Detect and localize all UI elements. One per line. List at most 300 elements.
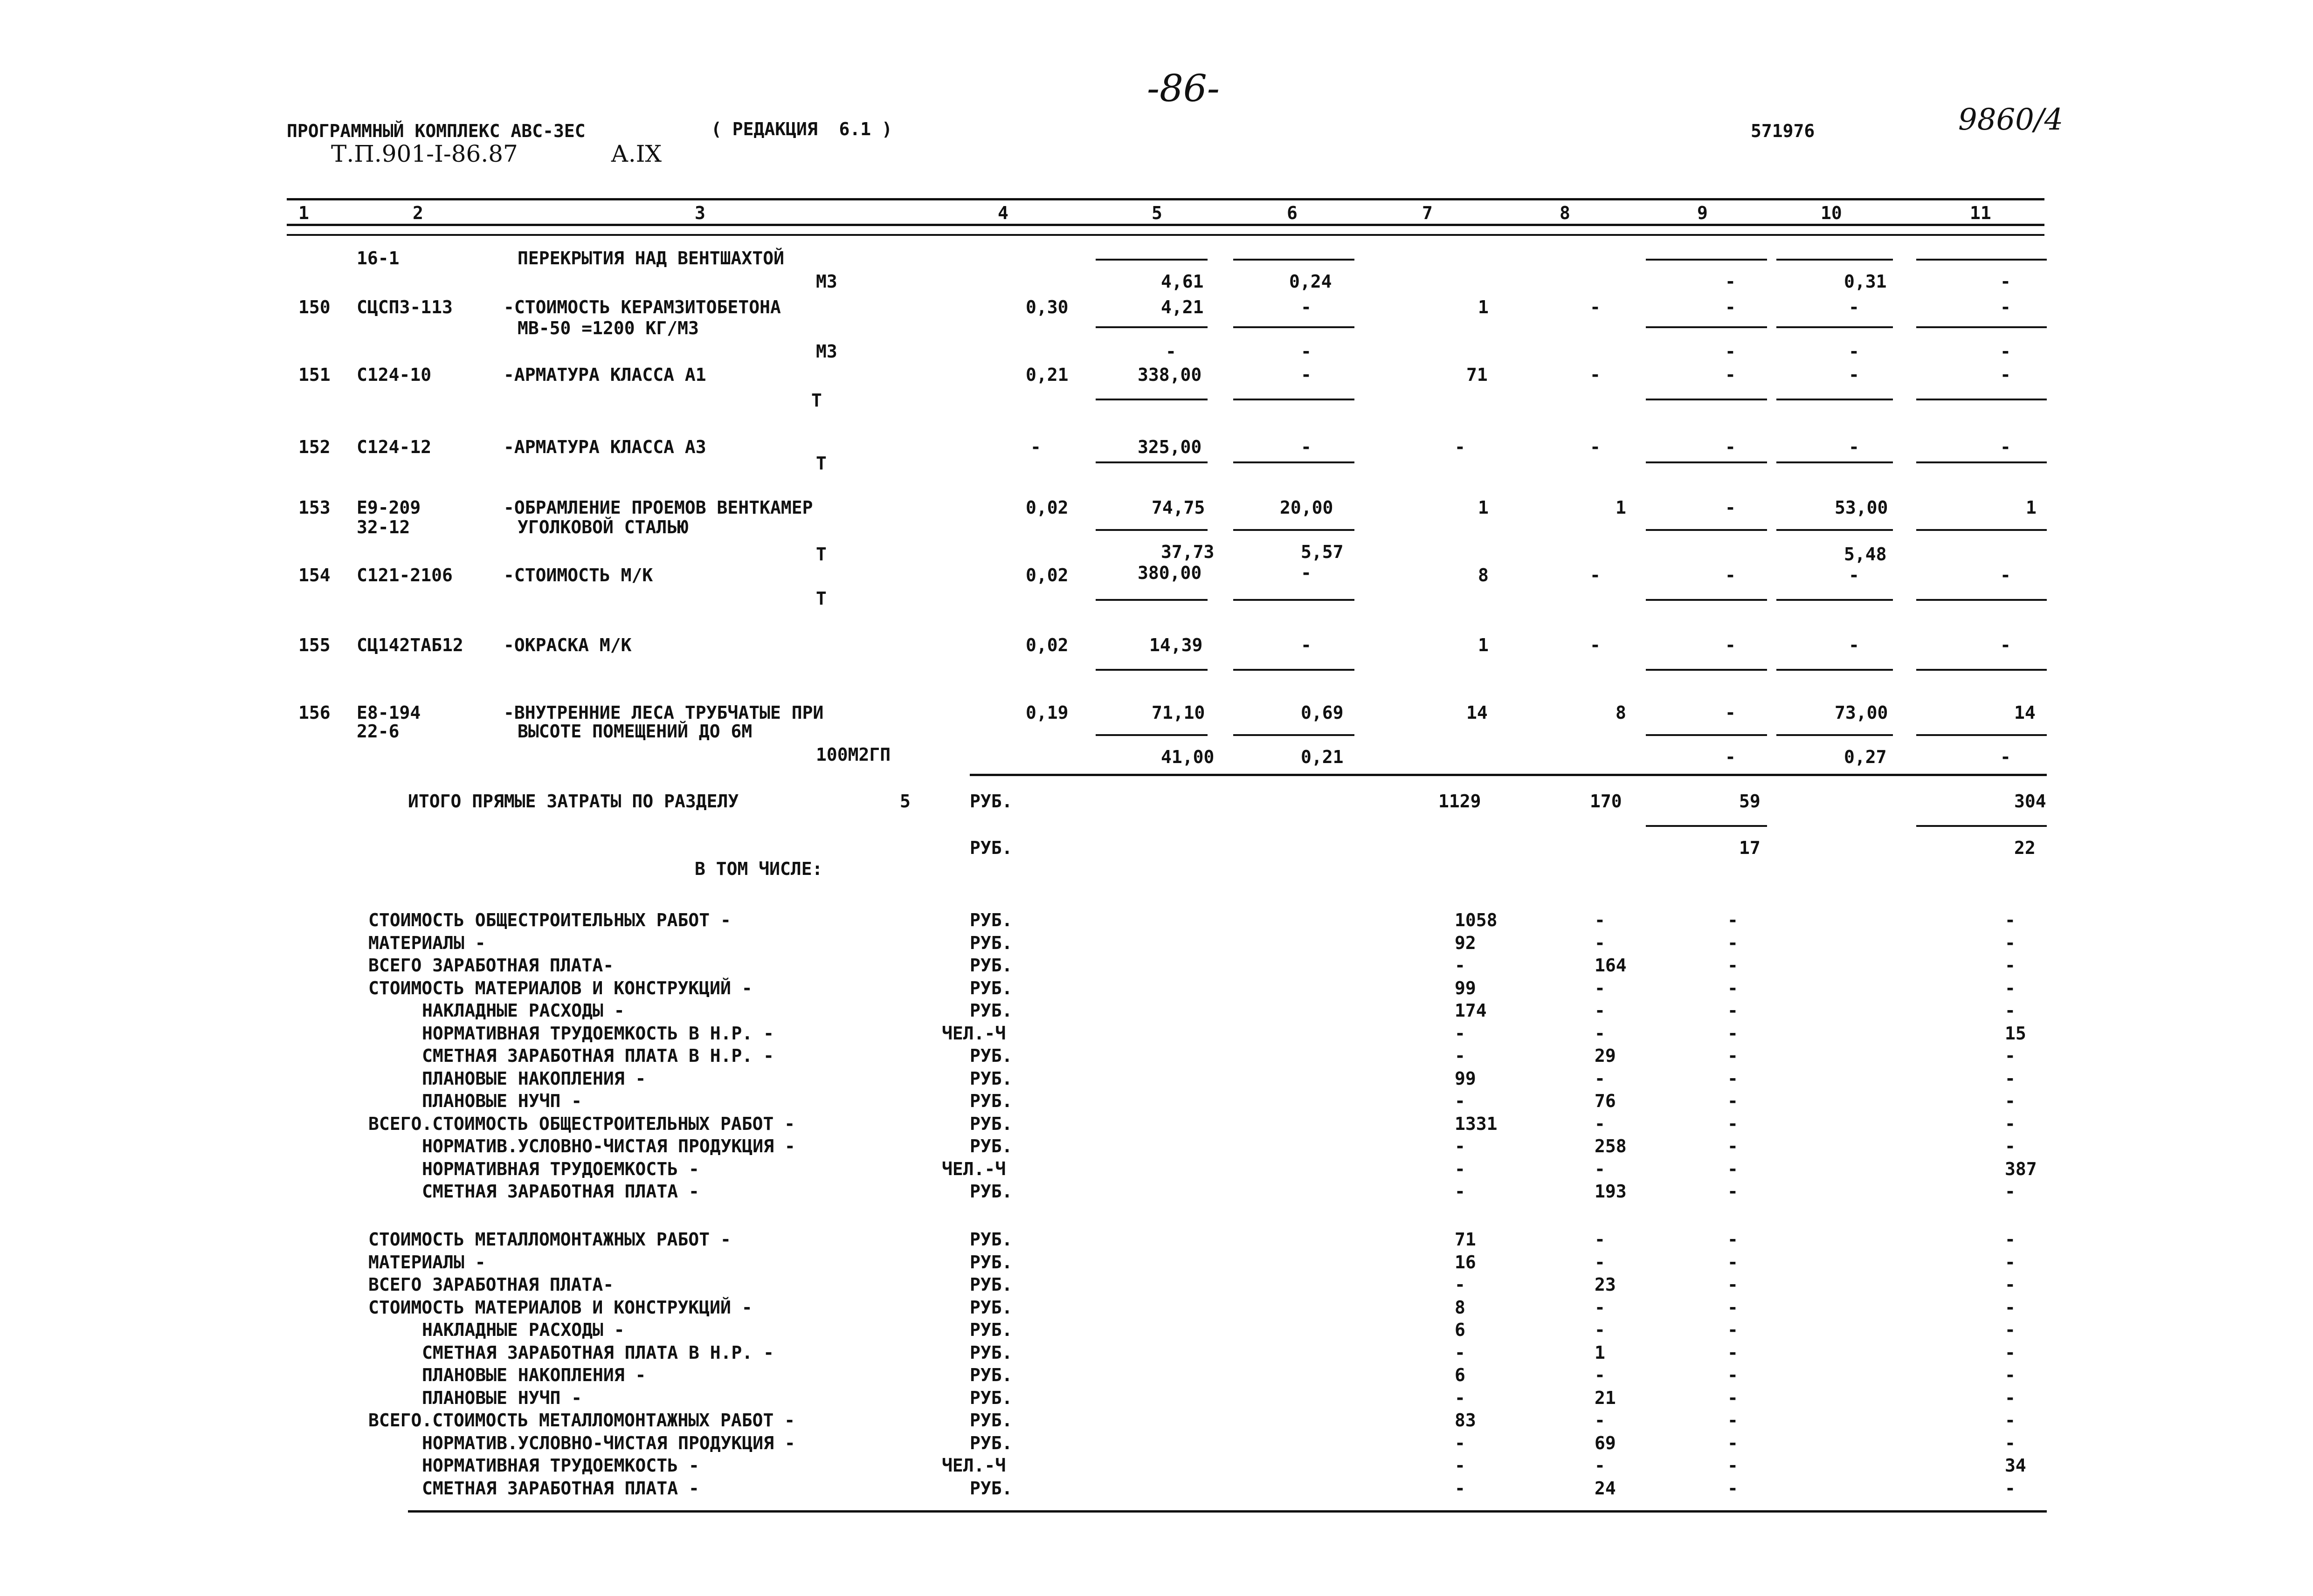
totals-c9: 59	[1739, 791, 1761, 812]
totals-unit-2: РУБ.	[970, 838, 1013, 858]
cell-c6: -	[1301, 365, 1312, 385]
rule	[1096, 326, 1208, 328]
cell-c11: -	[2000, 635, 2011, 655]
row-unit: 100М2ГП	[816, 744, 891, 765]
summary-unit: РУБ.	[970, 1136, 1013, 1156]
summary-label: ВСЕГО ЗАРАБОТНАЯ ПЛАТА-	[368, 1274, 614, 1295]
cell-c5: 4,61	[1161, 271, 1204, 292]
row-code: СЦ142ТАБ12	[357, 635, 463, 655]
summary-c8: -	[1595, 977, 1605, 998]
cell-c9: -	[1725, 341, 1736, 362]
handwritten-stamp: 9860/4	[1958, 103, 2064, 137]
page-number: -86-	[1147, 67, 1220, 110]
summary-c11: 15	[2005, 1023, 2026, 1044]
summary-c7: -	[1455, 1342, 1465, 1363]
cell-c8: -	[1590, 365, 1601, 385]
row-number: 155	[298, 635, 331, 655]
summary-c7: 83	[1455, 1410, 1476, 1431]
cell-c5: 380,00	[1138, 563, 1202, 583]
summary-unit: ЧЕЛ.-Ч	[942, 1158, 1006, 1179]
summary-c8: -	[1595, 910, 1605, 930]
row-unit: Т	[816, 453, 827, 474]
row-unit: М3	[816, 271, 837, 292]
row-code-2: 32-12	[357, 517, 410, 537]
rule	[1776, 326, 1893, 328]
summary-c8: -	[1595, 1068, 1605, 1089]
cell-c10: -	[1849, 297, 1859, 317]
row-name: -ОБРАМЛЕНИЕ ПРОЕМОВ ВЕНТКАМЕР	[504, 497, 813, 518]
cell-c4: 0,02	[1026, 497, 1069, 518]
summary-c8: -	[1595, 1320, 1605, 1340]
cell-c4: 0,02	[1026, 635, 1069, 655]
summary-label: СТОИМОСТЬ МАТЕРИАЛОВ И КОНСТРУКЦИЙ -	[368, 977, 753, 998]
summary-c11: -	[2005, 932, 2016, 953]
rule	[1776, 599, 1893, 601]
summary-c11: -	[2005, 1068, 2016, 1089]
summary-unit: РУБ.	[970, 1181, 1013, 1202]
summary-c8: 258	[1595, 1136, 1627, 1156]
cell-c7: 1	[1478, 297, 1489, 317]
summary-c9: -	[1727, 1046, 1738, 1066]
cell-c4: 0,02	[1026, 565, 1069, 585]
summary-unit: ЧЕЛ.-Ч	[942, 1455, 1006, 1476]
row-number: 156	[298, 702, 331, 723]
summary-c8: 76	[1595, 1091, 1616, 1111]
summary-unit: РУБ.	[970, 1000, 1013, 1021]
summary-c8: 193	[1595, 1181, 1627, 1202]
summary-label: ПЛАНОВЫЕ НУЧП -	[422, 1091, 582, 1111]
summary-c7: -	[1455, 1158, 1465, 1179]
summary-unit: РУБ.	[970, 1113, 1013, 1134]
summary-label: ВСЕГО.СТОИМОСТЬ МЕТАЛЛОМОНТАЖНЫХ РАБОТ -	[368, 1410, 795, 1431]
row-number: 152	[298, 437, 331, 457]
cell-c10-b: 0,27	[1844, 747, 1887, 767]
summary-unit: РУБ.	[970, 977, 1013, 998]
rule	[1233, 399, 1354, 400]
including-label: В ТОМ ЧИСЛЕ:	[695, 859, 823, 879]
summary-c11: -	[2005, 910, 2016, 930]
summary-unit: РУБ.	[970, 1068, 1013, 1089]
summary-label: НОРМАТИВ.УСЛОВНО-ЧИСТАЯ ПРОДУКЦИЯ -	[422, 1432, 795, 1453]
summary-c8: -	[1595, 1113, 1605, 1134]
row-name-2: ВЫСОТЕ ПОМЕЩЕНИЙ ДО 6М	[518, 721, 753, 742]
row-name: -АРМАТУРА КЛАССА А3	[504, 437, 706, 457]
summary-c9: -	[1727, 1274, 1738, 1295]
summary-c11: -	[2005, 977, 2016, 998]
col-header-2: 2	[413, 203, 423, 223]
summary-c9: -	[1727, 1432, 1738, 1453]
rule	[1916, 599, 2047, 601]
summary-c11: 34	[2005, 1455, 2026, 1476]
summary-c7: -	[1455, 1455, 1465, 1476]
summary-label: СМЕТНАЯ ЗАРАБОТНАЯ ПЛАТА -	[422, 1478, 699, 1499]
summary-label: НАКЛАДНЫЕ РАСХОДЫ -	[422, 1320, 625, 1340]
summary-c11: -	[2005, 1091, 2016, 1111]
summary-c7: 1331	[1455, 1113, 1498, 1134]
summary-c9: -	[1727, 1455, 1738, 1476]
summary-c9: -	[1727, 1136, 1738, 1156]
summary-label: ВСЕГО.СТОИМОСТЬ ОБЩЕСТРОИТЕЛЬНЫХ РАБОТ -	[368, 1113, 795, 1134]
rule	[1233, 529, 1354, 531]
cell-c5: 14,39	[1149, 635, 1203, 655]
summary-c9: -	[1727, 1342, 1738, 1363]
rule	[1916, 326, 2047, 328]
cell-c11-b: -	[2000, 747, 2011, 767]
project-number: Т.П.901-I-86.87	[331, 140, 518, 167]
row-number: 150	[298, 297, 331, 317]
row-name: -ВНУТРЕННИЕ ЛЕСА ТРУБЧАТЫЕ ПРИ	[504, 702, 824, 723]
summary-c7: -	[1455, 1432, 1465, 1453]
row-code: Е9-209	[357, 497, 421, 518]
cell-c10: -	[1849, 341, 1859, 362]
summary-c8: -	[1595, 1297, 1605, 1318]
summary-label: СМЕТНАЯ ЗАРАБОТНАЯ ПЛАТА В Н.Р. -	[422, 1046, 774, 1066]
rule	[1646, 461, 1767, 463]
subheading-text: ПЕРЕКРЫТИЯ НАД ВЕНТШАХТОЙ	[518, 248, 784, 268]
rule	[1233, 326, 1354, 328]
summary-c11: -	[2005, 1274, 2016, 1295]
summary-c8: 29	[1595, 1046, 1616, 1066]
cell-c6: 0,24	[1289, 271, 1332, 292]
summary-label: ПЛАНОВЫЕ НАКОПЛЕНИЯ -	[422, 1068, 646, 1089]
summary-c8: 69	[1595, 1432, 1616, 1453]
summary-c9: -	[1727, 1023, 1738, 1044]
summary-c11: -	[2005, 1297, 2016, 1318]
summary-c7: -	[1455, 1136, 1465, 1156]
summary-unit: РУБ.	[970, 1478, 1013, 1499]
rule	[1646, 669, 1767, 671]
rule	[1233, 259, 1354, 261]
cell-c10-b: 5,48	[1844, 544, 1887, 564]
cell-c9: -	[1725, 565, 1736, 585]
cell-c9: -	[1725, 497, 1736, 518]
summary-unit: РУБ.	[970, 1297, 1013, 1318]
summary-c11: -	[2005, 1432, 2016, 1453]
row-name-2: УГОЛКОВОЙ СТАЛЬЮ	[518, 517, 689, 537]
summary-label: СТОИМОСТЬ ОБЩЕСТРОИТЕЛЬНЫХ РАБОТ -	[368, 910, 731, 930]
summary-c11: -	[2005, 955, 2016, 976]
summary-c8: 1	[1595, 1342, 1605, 1363]
rule	[1096, 461, 1208, 463]
summary-label: НАКЛАДНЫЕ РАСХОДЫ -	[422, 1000, 625, 1021]
rule	[1096, 399, 1208, 400]
summary-c8: 21	[1595, 1387, 1616, 1408]
col-header-5: 5	[1152, 203, 1162, 223]
summary-c9: -	[1727, 1297, 1738, 1318]
summary-c7: 174	[1455, 1000, 1487, 1021]
col-header-11: 11	[1970, 203, 1991, 223]
summary-c11: 387	[2005, 1158, 2037, 1179]
cell-c4: 0,21	[1026, 365, 1069, 385]
summary-c11: -	[2005, 1365, 2016, 1385]
summary-c11: -	[2005, 1229, 2016, 1250]
summary-label: ПЛАНОВЫЕ НУЧП -	[422, 1387, 582, 1408]
row-name: -АРМАТУРА КЛАССА А1	[504, 365, 706, 385]
summary-c9: -	[1727, 977, 1738, 998]
rule	[1233, 734, 1354, 736]
header-bottom-rule	[287, 224, 2044, 226]
summary-c7: -	[1455, 1274, 1465, 1295]
rule	[1646, 399, 1767, 400]
cell-c6: -	[1301, 341, 1312, 362]
rule	[1776, 529, 1893, 531]
rule	[1096, 669, 1208, 671]
rule	[1233, 669, 1354, 671]
summary-c8: -	[1595, 1252, 1605, 1273]
cell-c10: -	[1849, 437, 1859, 457]
totals-label: ИТОГО ПРЯМЫЕ ЗАТРАТЫ ПО РАЗДЕЛУ	[408, 791, 739, 812]
summary-c9: -	[1727, 1068, 1738, 1089]
cell-c5-b: 41,00	[1161, 747, 1215, 767]
cell-c9: -	[1725, 702, 1736, 723]
header-top-rule	[287, 198, 2044, 200]
row-unit: М3	[816, 341, 837, 362]
summary-c8: -	[1595, 1229, 1605, 1250]
summary-c8: 24	[1595, 1478, 1616, 1499]
cell-c9-b: -	[1725, 747, 1736, 767]
cell-c6: -	[1301, 437, 1312, 457]
summary-c11: -	[2005, 1000, 2016, 1021]
cell-c9: -	[1725, 635, 1736, 655]
rule	[1776, 461, 1893, 463]
cell-c6: -	[1301, 635, 1312, 655]
summary-c7: -	[1455, 1387, 1465, 1408]
summary-label: СМЕТНАЯ ЗАРАБОТНАЯ ПЛАТА -	[422, 1181, 699, 1202]
totals-c11: 304	[2014, 791, 2046, 812]
summary-unit: РУБ.	[970, 1387, 1013, 1408]
cell-c8: -	[1590, 565, 1601, 585]
summary-unit: РУБ.	[970, 1046, 1013, 1066]
cell-c11: -	[2000, 297, 2011, 317]
row-unit: Т	[811, 390, 822, 411]
summary-c11: -	[2005, 1136, 2016, 1156]
summary-label: НОРМАТИВНАЯ ТРУДОЕМКОСТЬ -	[422, 1158, 699, 1179]
summary-label: НОРМАТИВ.УСЛОВНО-ЧИСТАЯ ПРОДУКЦИЯ -	[422, 1136, 795, 1156]
rule	[1096, 529, 1208, 531]
totals-c7: 1129	[1438, 791, 1481, 812]
edition: ( РЕДАКЦИЯ 6.1 )	[711, 119, 892, 139]
summary-unit: РУБ.	[970, 955, 1013, 976]
summary-unit: РУБ.	[970, 1229, 1013, 1250]
summary-c11: -	[2005, 1113, 2016, 1134]
totals-section: 5	[900, 791, 911, 812]
summary-c7: -	[1455, 1478, 1465, 1499]
row-code: С124-10	[357, 365, 432, 385]
cell-c4: -	[1030, 437, 1041, 457]
summary-unit: РУБ.	[970, 932, 1013, 953]
row-number: 151	[298, 365, 331, 385]
cell-c11: -	[2000, 341, 2011, 362]
summary-label: СТОИМОСТЬ МАТЕРИАЛОВ И КОНСТРУКЦИЙ -	[368, 1297, 753, 1318]
rule	[1916, 734, 2047, 736]
summary-c9: -	[1727, 1410, 1738, 1431]
col-header-6: 6	[1287, 203, 1298, 223]
summary-label: НОРМАТИВНАЯ ТРУДОЕМКОСТЬ В Н.Р. -	[422, 1023, 774, 1044]
summary-c8: -	[1595, 1023, 1605, 1044]
rule	[1916, 259, 2047, 261]
summary-unit: РУБ.	[970, 1432, 1013, 1453]
cell-c11: -	[2000, 565, 2011, 585]
cell-c9: -	[1725, 437, 1736, 457]
totals-c8: 170	[1590, 791, 1622, 812]
rule	[1646, 734, 1767, 736]
cell-c5: -	[1166, 341, 1176, 362]
summary-c11: -	[2005, 1320, 2016, 1340]
summary-c11: -	[2005, 1181, 2016, 1202]
col-header-4: 4	[998, 203, 1008, 223]
cell-c7: 14	[1466, 702, 1488, 723]
cell-c11: -	[2000, 365, 2011, 385]
rule	[1096, 734, 1208, 736]
row-code-2: 22-6	[357, 721, 400, 742]
summary-c7: 1058	[1455, 910, 1498, 930]
summary-unit: РУБ.	[970, 1091, 1013, 1111]
summary-c9: -	[1727, 1478, 1738, 1499]
cell-c6: -	[1301, 297, 1312, 317]
cell-c11: 14	[2014, 702, 2036, 723]
cell-c4: 0,19	[1026, 702, 1069, 723]
summary-c7: -	[1455, 1023, 1465, 1044]
summary-c9: -	[1727, 1158, 1738, 1179]
cell-c5: 325,00	[1138, 437, 1202, 457]
summary-c11: -	[2005, 1046, 2016, 1066]
summary-c9: -	[1727, 1365, 1738, 1385]
summary-c8: -	[1595, 932, 1605, 953]
summary-c7: 16	[1455, 1252, 1476, 1273]
summary-c11: -	[2005, 1410, 2016, 1431]
cell-c7: -	[1455, 437, 1465, 457]
cell-c10: -	[1849, 565, 1859, 585]
col-header-1: 1	[298, 203, 309, 223]
rule	[1916, 399, 2047, 400]
summary-c7: 92	[1455, 932, 1476, 953]
summary-c9: -	[1727, 1000, 1738, 1021]
col-header-9: 9	[1697, 203, 1708, 223]
cell-c6-b: 5,57	[1301, 542, 1344, 562]
doc-code: 571976	[1751, 121, 1815, 141]
summary-c7: 8	[1455, 1297, 1465, 1318]
totals-c9-b: 17	[1739, 838, 1761, 858]
subheading-code: 16-1	[357, 248, 400, 268]
summary-bottom-rule	[408, 1510, 2047, 1513]
col-header-7: 7	[1422, 203, 1433, 223]
rule	[1916, 825, 2047, 827]
rule	[1776, 669, 1893, 671]
summary-c9: -	[1727, 1181, 1738, 1202]
summary-label: ПЛАНОВЫЕ НАКОПЛЕНИЯ -	[422, 1365, 646, 1385]
summary-c9: -	[1727, 1252, 1738, 1273]
rule	[1233, 461, 1354, 463]
totals-unit: РУБ.	[970, 791, 1013, 812]
cell-c5: 338,00	[1138, 365, 1202, 385]
col-header-10: 10	[1821, 203, 1842, 223]
cell-c9: -	[1725, 365, 1736, 385]
row-name-2: МВ-50 =1200 КГ/М3	[518, 318, 699, 338]
cell-c9: -	[1725, 297, 1736, 317]
summary-c11: -	[2005, 1478, 2016, 1499]
summary-unit: РУБ.	[970, 1342, 1013, 1363]
summary-c8: 23	[1595, 1274, 1616, 1295]
summary-label: СТОИМОСТЬ МЕТАЛЛОМОНТАЖНЫХ РАБОТ -	[368, 1229, 731, 1250]
summary-unit: РУБ.	[970, 1410, 1013, 1431]
cell-c10: 53,00	[1835, 497, 1888, 518]
header-bottom-rule-2	[287, 234, 2044, 236]
summary-c7: -	[1455, 1091, 1465, 1111]
row-unit: Т	[816, 588, 827, 609]
cell-c4: 0,30	[1026, 297, 1069, 317]
cell-c8: -	[1590, 297, 1601, 317]
summary-c11: -	[2005, 1387, 2016, 1408]
rule	[1646, 529, 1767, 531]
cell-c11: -	[2000, 271, 2011, 292]
summary-c9: -	[1727, 1091, 1738, 1111]
row-name: -СТОИМОСТЬ М/К	[504, 565, 653, 585]
summary-c7: -	[1455, 955, 1465, 976]
summary-c7: -	[1455, 1181, 1465, 1202]
summary-c7: 6	[1455, 1320, 1465, 1340]
summary-unit: РУБ.	[970, 1320, 1013, 1340]
summary-label: ВСЕГО ЗАРАБОТНАЯ ПЛАТА-	[368, 955, 614, 976]
summary-label: НОРМАТИВНАЯ ТРУДОЕМКОСТЬ -	[422, 1455, 699, 1476]
summary-unit: РУБ.	[970, 1365, 1013, 1385]
cell-c10: 73,00	[1835, 702, 1888, 723]
row-name: -СТОИМОСТЬ КЕРАМЗИТОБЕТОНА	[504, 297, 781, 317]
cell-c7: 1	[1478, 497, 1489, 518]
summary-c8: -	[1595, 1410, 1605, 1431]
col-header-8: 8	[1560, 203, 1570, 223]
cell-c9: -	[1725, 271, 1736, 292]
rule	[1646, 599, 1767, 601]
cell-c5: 74,75	[1152, 497, 1205, 518]
row-code: СЦСПЗ-113	[357, 297, 453, 317]
cell-c10: 0,31	[1844, 271, 1887, 292]
rule	[1096, 599, 1208, 601]
cell-c11: 1	[2026, 497, 2037, 518]
row-number: 153	[298, 497, 331, 518]
summary-unit: РУБ.	[970, 1252, 1013, 1273]
summary-c9: -	[1727, 910, 1738, 930]
summary-label: МАТЕРИАЛЫ -	[368, 932, 486, 953]
summary-c8: 164	[1595, 955, 1627, 976]
row-code: Е8-194	[357, 702, 421, 723]
rule	[1916, 669, 2047, 671]
cell-c10: -	[1849, 635, 1859, 655]
summary-c9: -	[1727, 955, 1738, 976]
summary-c7: -	[1455, 1046, 1465, 1066]
cell-c7: 1	[1478, 635, 1489, 655]
rule	[1916, 529, 2047, 531]
cell-c5: 4,21	[1161, 297, 1204, 317]
cell-c6: -	[1301, 563, 1312, 583]
program-title: ПРОГРАММНЫЙ КОМПЛЕКС АВС-3ЕС	[287, 121, 586, 141]
rule	[1646, 825, 1767, 827]
summary-c8: -	[1595, 1365, 1605, 1385]
col-header-3: 3	[695, 203, 705, 223]
cell-c5: 71,10	[1152, 702, 1205, 723]
cell-c6: 20,00	[1280, 497, 1333, 518]
rule	[1776, 734, 1893, 736]
summary-unit: РУБ.	[970, 1274, 1013, 1295]
summary-c7: 71	[1455, 1229, 1476, 1250]
cell-c8: -	[1590, 635, 1601, 655]
rule	[1646, 259, 1767, 261]
cell-c5-b: 37,73	[1161, 542, 1215, 562]
row-name: -ОКРАСКА М/К	[504, 635, 632, 655]
summary-c9: -	[1727, 932, 1738, 953]
summary-c11: -	[2005, 1252, 2016, 1273]
summary-c8: -	[1595, 1158, 1605, 1179]
summary-c9: -	[1727, 1320, 1738, 1340]
